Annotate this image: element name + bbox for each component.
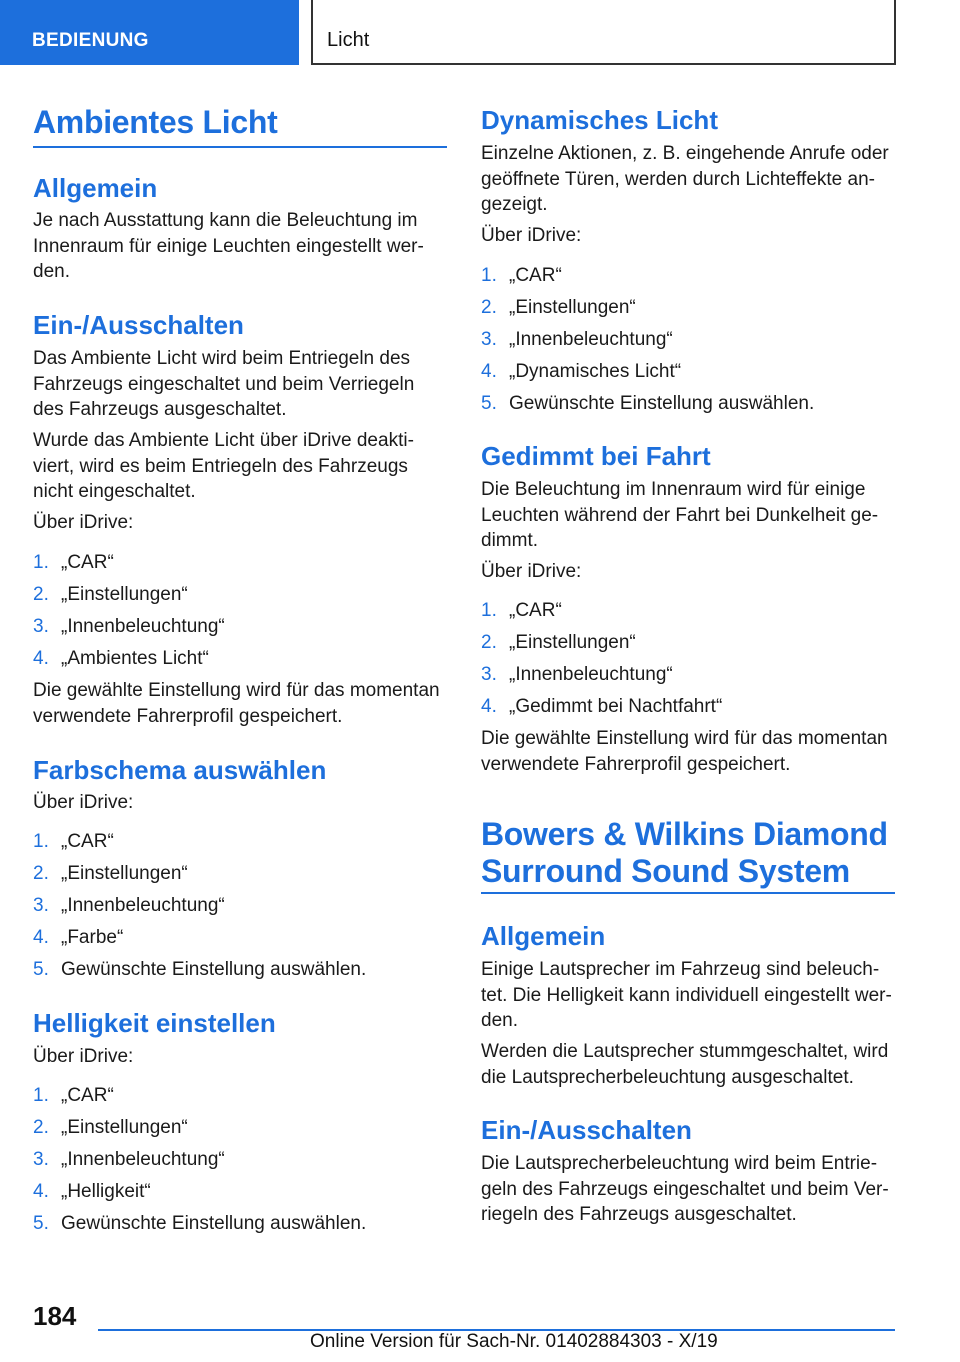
list-item: 3. „Innenbeleuchtung“ xyxy=(33,1149,225,1170)
list-item: 5. Gewünschte Einstellung auswählen. xyxy=(33,1213,367,1234)
list-item: 5. Gewünschte Einstellung auswählen. xyxy=(481,393,815,414)
list-item: 5. Gewünschte Einstellung auswählen. xyxy=(33,959,367,980)
chapter-tab xyxy=(311,0,896,65)
list-item: 4. „Helligkeit“ xyxy=(33,1181,151,1202)
paragraph-bw-allgemein-2: Werden die Lautsprecher stummgeschaltet, wird die Lautsprecherbeleuchtung ausgeschaltet. xyxy=(481,1041,889,1088)
list-item: 4. „Dynamisches Licht“ xyxy=(481,361,682,382)
list-item: 2. „Einstellungen“ xyxy=(33,1117,188,1138)
list-item: 3. „Innenbeleuchtung“ xyxy=(33,616,225,637)
paragraph-ein-aus-2: Wurde das Ambiente Licht über iDrive deakti- viert, wird es beim Entriegeln des Fahrzeugs nicht eingeschaltet. xyxy=(33,430,414,502)
list-item: 3. „Innenbeleuchtung“ xyxy=(481,329,673,350)
paragraph-bw-ein-aus: Die Lautsprecherbeleuchtung wird beim Entrie- geln des Fahrzeugs eingeschaltet und beim Ver- riegeln des Fahrzeugs ausgeschaltet. xyxy=(481,1153,889,1225)
paragraph-saved: Die gewählte Einstellung wird für das momentan verwendete Fahrerprofil gespeichert. xyxy=(481,728,888,775)
heading-gedimmt: Gedimmt bei Fahrt xyxy=(481,441,711,471)
list-item: 2. „Einstellungen“ xyxy=(33,863,188,884)
list-item: 1. „CAR“ xyxy=(33,831,114,852)
paragraph-allgemein: Je nach Ausstattung kann die Beleuchtung im Innenraum für einige Leuchten eingestellt wer- den. xyxy=(33,210,424,282)
list-item: 3. „Innenbeleuchtung“ xyxy=(481,664,673,685)
section-title-bowers-wilkins: Bowers & Wilkins Diamond Surround Sound System xyxy=(481,816,888,889)
section-label: BEDIENUNG xyxy=(32,30,149,51)
list-item: 1. „CAR“ xyxy=(33,552,114,573)
list-item: 1. „CAR“ xyxy=(481,265,562,286)
page-number: 184 xyxy=(33,1301,77,1331)
idrive-intro: Über iDrive: xyxy=(33,792,134,813)
idrive-intro: Über iDrive: xyxy=(481,225,582,246)
heading-ein-ausschalten: Ein-/Ausschalten xyxy=(33,310,244,340)
list-item: 4. „Farbe“ xyxy=(33,927,124,948)
heading-allgemein: Allgemein xyxy=(481,921,606,951)
heading-helligkeit: Helligkeit einstellen xyxy=(33,1008,276,1038)
paragraph-bw-allgemein-1: Einige Lautsprecher im Fahrzeug sind beleuch- tet. Die Helligkeit kann individuell eingestellt wer- den. xyxy=(481,959,892,1031)
list-item: 1. „CAR“ xyxy=(33,1085,114,1106)
list-item: 2. „Einstellungen“ xyxy=(481,297,636,318)
paragraph-ein-aus-1: Das Ambiente Licht wird beim Entriegeln des Fahrzeugs eingeschaltet und beim Verriegeln des Fahrzeugs ausgeschaltet. xyxy=(33,348,415,420)
list-item: 2. „Einstellungen“ xyxy=(481,632,636,653)
heading-dynamisches-licht: Dynamisches Licht xyxy=(481,105,718,135)
title-rule xyxy=(481,892,895,894)
title-rule xyxy=(33,146,447,148)
idrive-intro: Über iDrive: xyxy=(33,512,134,533)
online-version-note: Online Version für Sach-Nr. 01402884303 - X/19 xyxy=(310,1331,718,1352)
chapter-label: Licht xyxy=(327,29,370,51)
heading-ein-ausschalten: Ein-/Ausschalten xyxy=(481,1115,692,1145)
heading-allgemein: Allgemein xyxy=(33,173,158,203)
page-title: Ambientes Licht xyxy=(33,104,278,140)
paragraph-gedimmt: Die Beleuchtung im Innenraum wird für einige Leuchten während der Fahrt bei Dunkelheit ge- dimmt. xyxy=(481,479,879,551)
list-item: 4. „Gedimmt bei Nachtfahrt“ xyxy=(481,696,723,717)
idrive-intro: Über iDrive: xyxy=(481,561,582,582)
section-tab xyxy=(0,0,299,65)
idrive-intro: Über iDrive: xyxy=(33,1046,134,1067)
list-item: 3. „Innenbeleuchtung“ xyxy=(33,895,225,916)
list-item: 2. „Einstellungen“ xyxy=(33,584,188,605)
list-item: 1. „CAR“ xyxy=(481,600,562,621)
list-item: 4. „Ambientes Licht“ xyxy=(33,648,209,669)
paragraph-saved: Die gewählte Einstellung wird für das momentan verwendete Fahrerprofil gespeichert. xyxy=(33,680,440,727)
heading-farbschema: Farbschema auswählen xyxy=(33,755,327,785)
paragraph-dynamisch: Einzelne Aktionen, z. B. eingehende Anrufe oder geöffnete Türen, werden durch Lichteffekte an- gezeigt. xyxy=(481,143,889,215)
